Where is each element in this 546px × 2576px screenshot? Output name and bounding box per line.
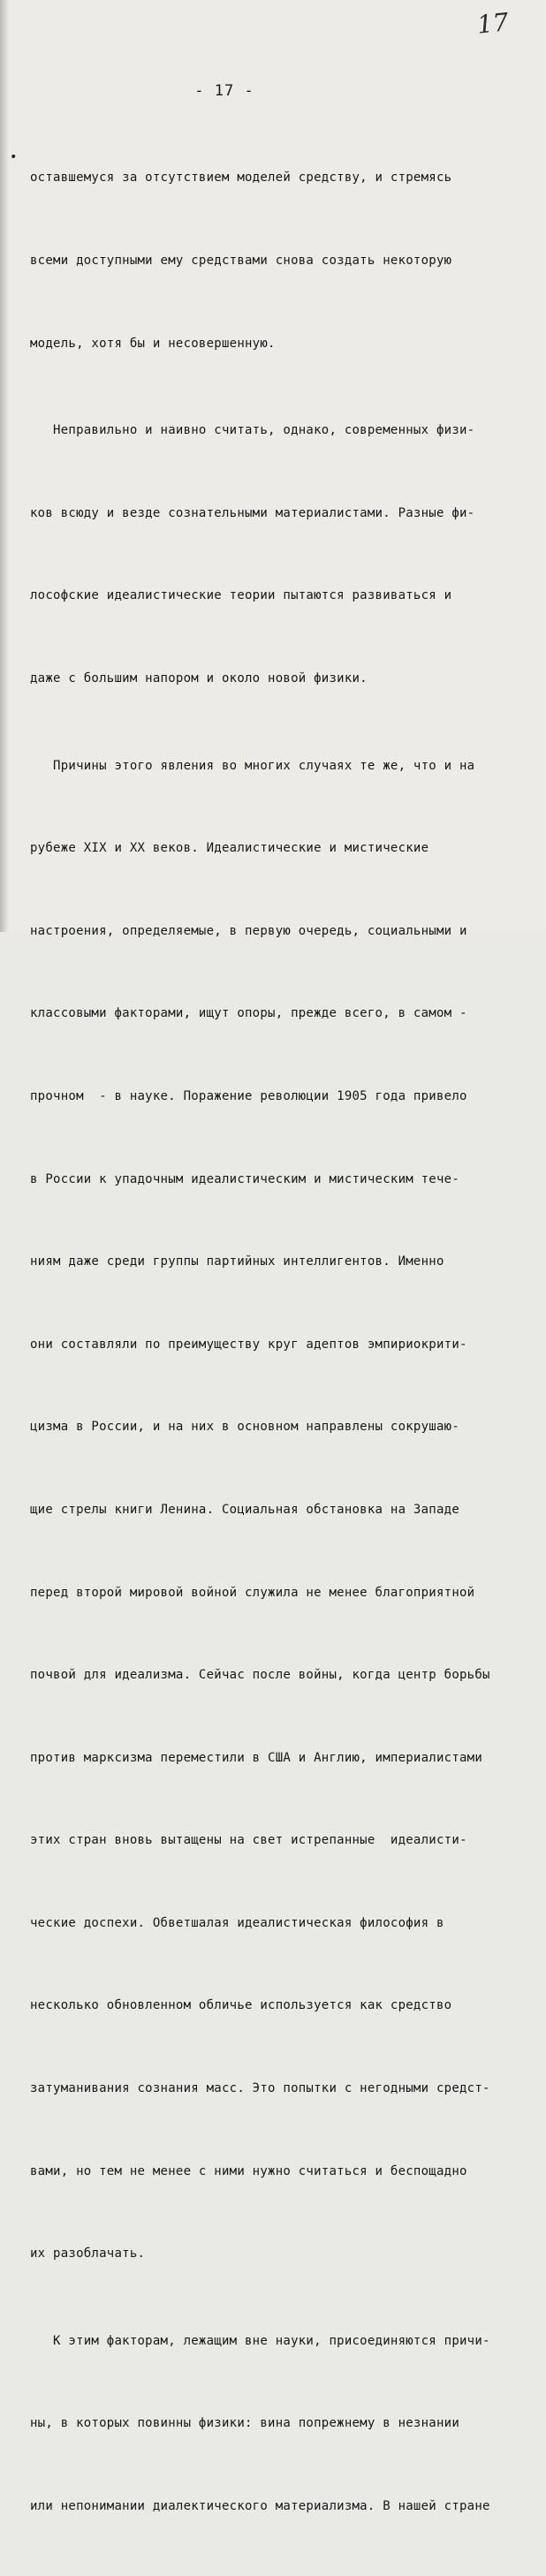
text-line: они составляли по преимуществу круг адептов эмпириокрити- — [30, 1337, 467, 1352]
text-line: К этим факторам, лежащим вне науки, присоединяются причи- — [30, 2333, 490, 2348]
text-line: ков всюду и везде сознательными материалистами. Разные фи- — [30, 505, 475, 520]
text-line: вами, но тем не менее с ними нужно считаться и беспощадно — [30, 2163, 467, 2178]
text-line: затуманивания сознания масс. Это попытки с негодными средст- — [30, 2081, 490, 2096]
text-line: против марксизма переместили в США и Англию, империалистами — [30, 1750, 483, 1765]
page-number: - 17 - — [194, 82, 254, 100]
text-line: их разоблачать. — [30, 2246, 146, 2262]
text-line: Причины этого явления во многих случаях те же, что и на — [30, 758, 475, 773]
text-line: щие стрелы книги Ленина. Социальная обстановка на Западе — [30, 1502, 460, 1517]
text-line: оставшемуся за отсутствием моделей средству, и стремясь — [30, 170, 452, 186]
text-line: прочном - в науке. Поражение революции 1905 года привело — [30, 1088, 467, 1103]
text-line: цизма в России, и на них в основном направлены сокрушаю- — [30, 1420, 460, 1435]
text-line: Неправильно и наивно считать, однако, современных физи- — [30, 423, 475, 438]
text-line: рубеже XIX и XX веков. Идеалистические и мистические — [30, 841, 429, 856]
text-line: несколько обновленном обличье используется как средство — [30, 1998, 452, 2013]
text-line: почвой для идеализма. Сейчас после войны, когда центр борьбы — [30, 1668, 490, 1683]
text-line: модель, хотя бы и несовершенную. — [30, 336, 276, 351]
text-line: в России к упадочным идеалистическим и мистическим тече- — [30, 1171, 460, 1186]
text-line: даже с большим напором и около новой физики. — [30, 671, 368, 686]
body-text — [30, 110, 544, 2576]
text-line: или непонимании диалектического материализма. В нашей стране — [30, 2499, 490, 2514]
text-line: всеми доступными ему средствами снова создать некоторую — [30, 254, 452, 268]
margin-mark: • — [10, 150, 18, 164]
handwritten-page-number: 17 — [475, 7, 511, 40]
page-edge-shadow — [0, 0, 9, 932]
text-line: перед второй мировой войной служила не менее благоприятной — [30, 1585, 475, 1600]
text-line: настроения, определяемые, в первую очередь, социальными и — [30, 923, 467, 938]
text-line: лософские идеалистические теории пытаются развиваться и — [30, 588, 452, 603]
text-line: ческие доспехи. Обветшалая идеалистическая философия в — [30, 1915, 444, 1930]
text-line: ниям даже среди группы партийных интеллигентов. Именно — [30, 1254, 444, 1269]
text-line: этих стран вновь вытащены на свет истрепанные идеалисти- — [30, 1833, 467, 1848]
text-line: классовыми факторами, ищут опоры, прежде всего, в самом - — [30, 1006, 467, 1021]
text-line: ны, в которых повинны физики: вина попрежнему в незнании — [30, 2416, 460, 2431]
